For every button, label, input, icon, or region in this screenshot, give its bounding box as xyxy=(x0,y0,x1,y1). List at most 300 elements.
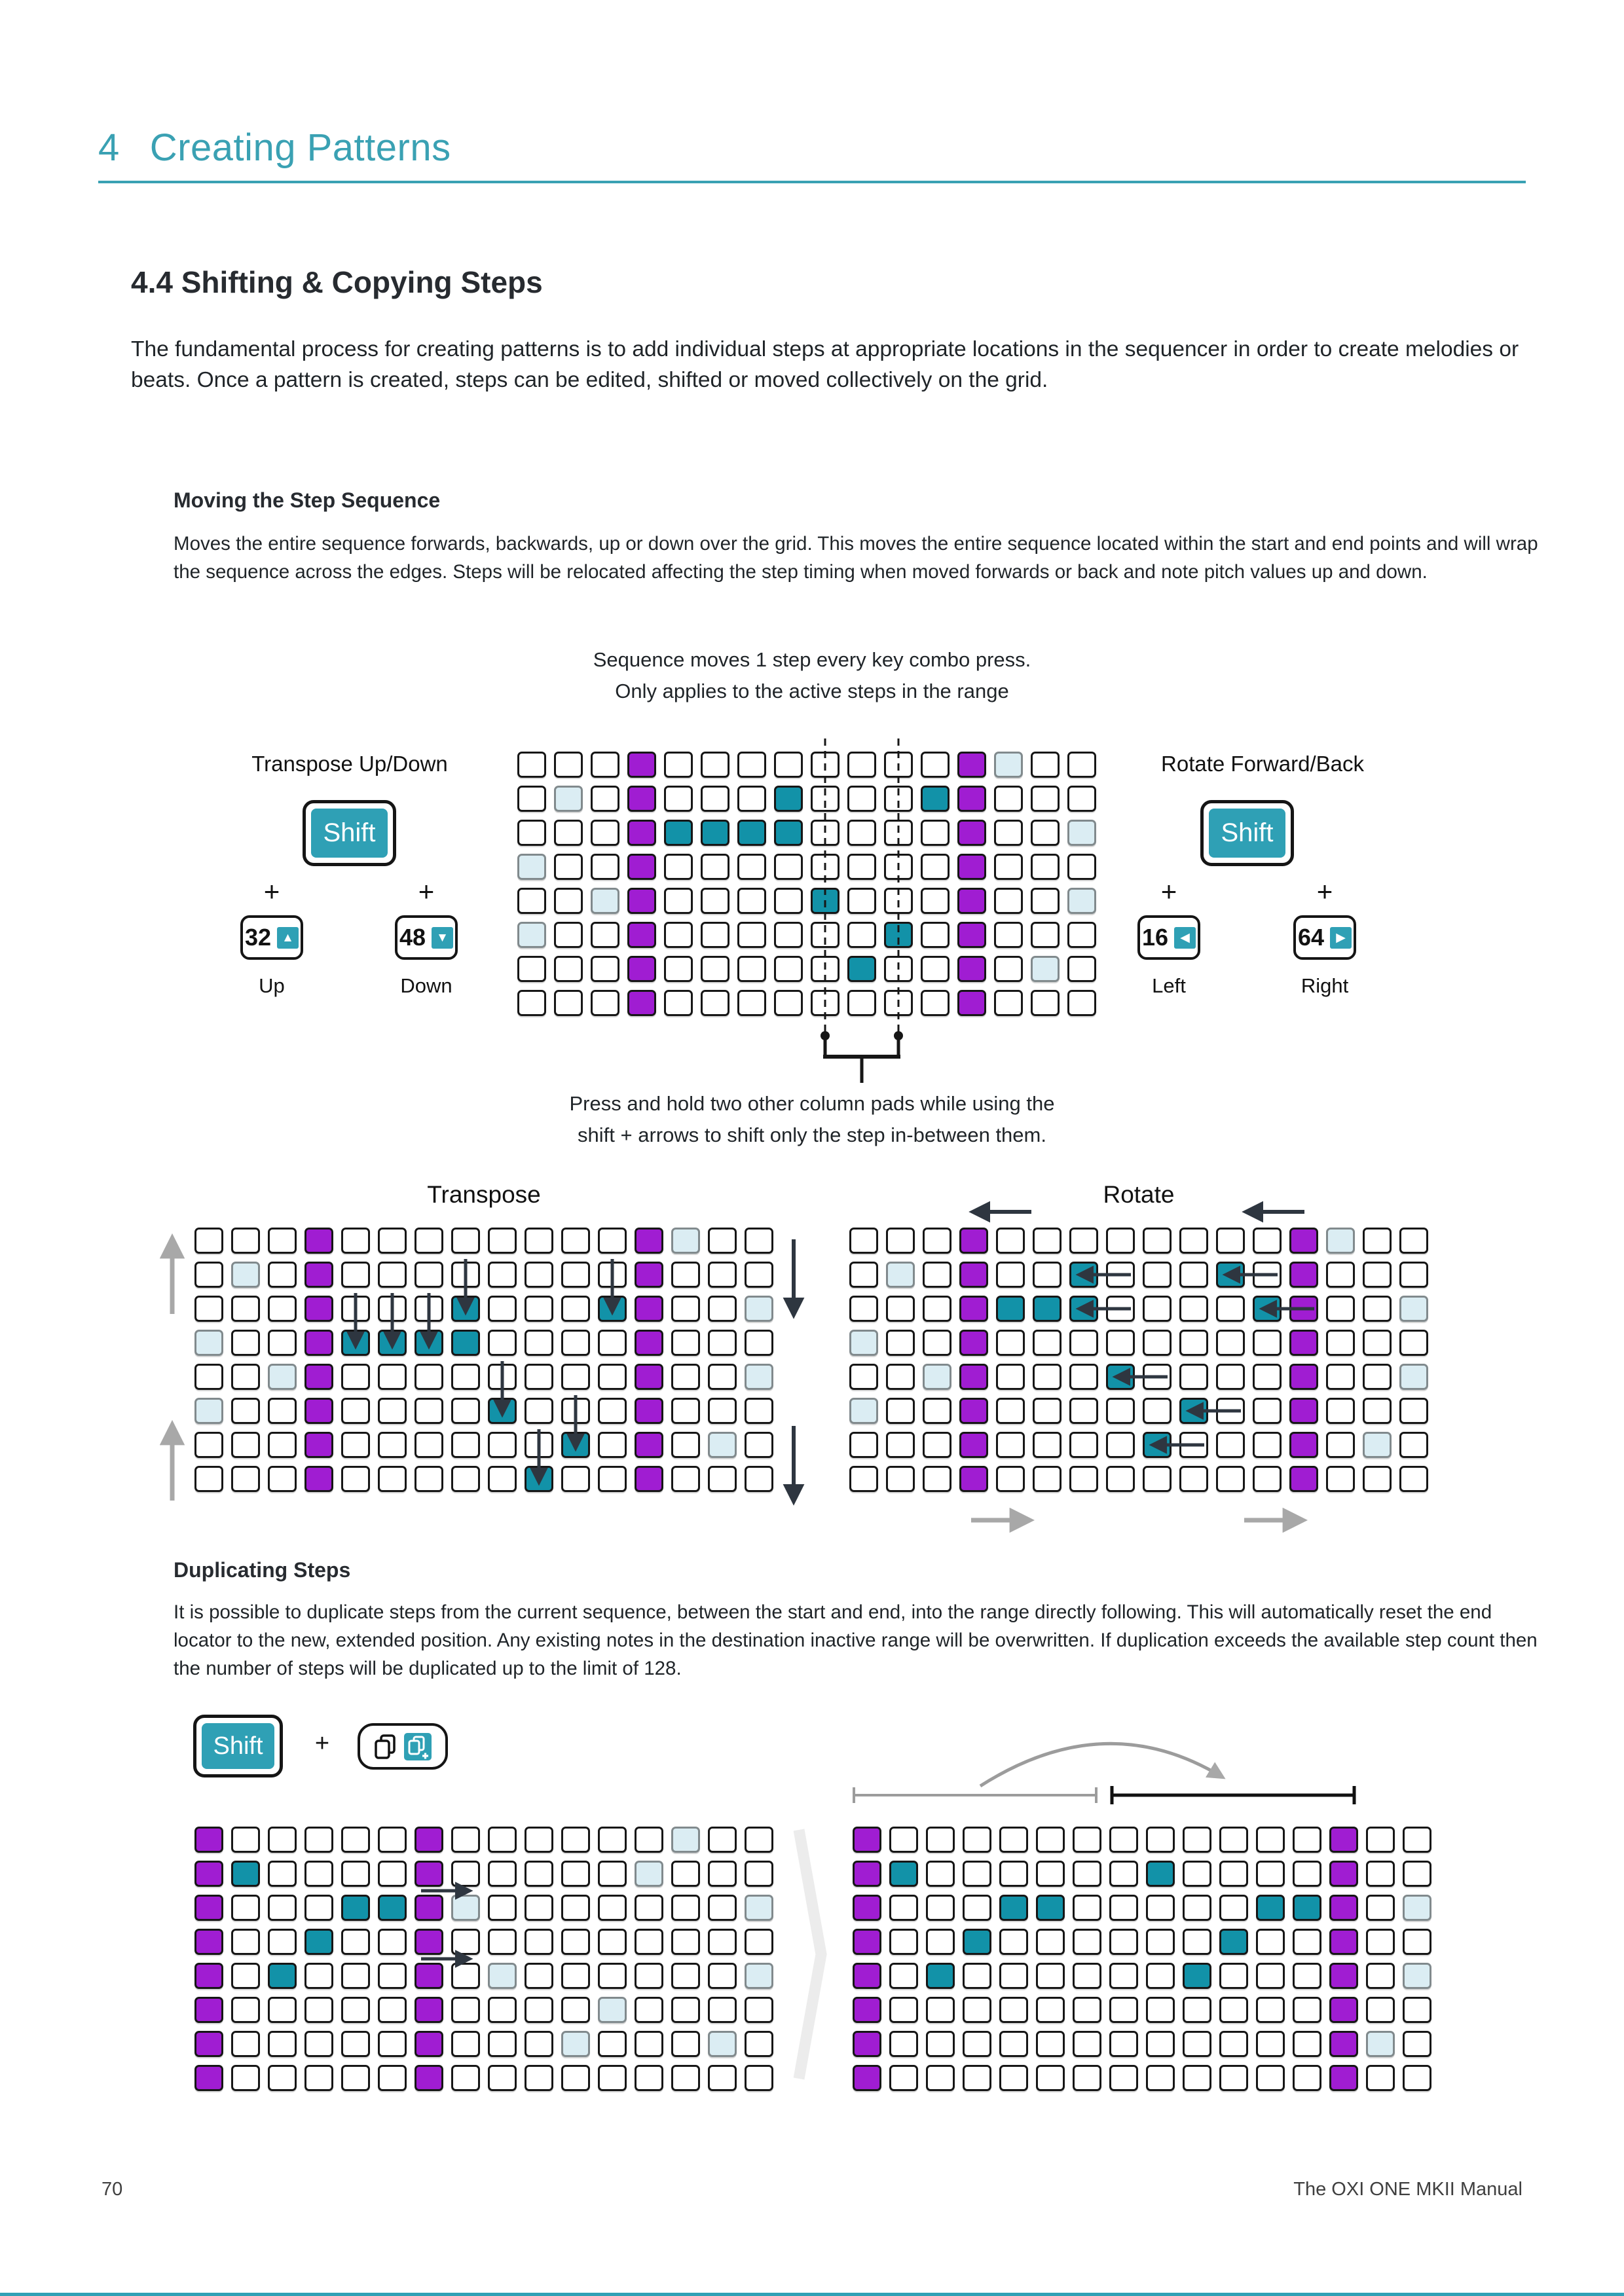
pad-cell xyxy=(1253,1262,1282,1288)
bracket-dot xyxy=(821,1031,830,1040)
pad-cell xyxy=(341,1895,370,1921)
result-chevron xyxy=(799,1830,821,2079)
pad-cell xyxy=(635,1330,663,1356)
pad-cell xyxy=(627,854,656,880)
pad-cell xyxy=(886,1364,915,1390)
pad-cell xyxy=(635,1963,663,1989)
pad-cell xyxy=(1216,1296,1245,1322)
pad-cell xyxy=(627,888,656,914)
pad-cell xyxy=(853,1963,881,1989)
pad-cell xyxy=(561,1432,590,1458)
pad-cell xyxy=(849,1398,878,1424)
pad-cell xyxy=(415,1398,443,1424)
pad-cell xyxy=(304,1398,333,1424)
pad-cell xyxy=(921,922,950,948)
pad-cell xyxy=(853,1997,881,2023)
pad-cell xyxy=(1067,888,1096,914)
pad-cell xyxy=(554,922,583,948)
pad-cell xyxy=(598,1330,627,1356)
pad-cell xyxy=(1179,1432,1208,1458)
pad-cell xyxy=(561,1364,590,1390)
pad-cell xyxy=(1219,1895,1248,1921)
pad-cell xyxy=(1253,1466,1282,1492)
pad-cell xyxy=(598,1895,627,1921)
pad-cell xyxy=(1036,1895,1065,1921)
pad-cell xyxy=(517,956,546,982)
pad-cell xyxy=(996,1296,1025,1322)
transpose-figure-title: Transpose xyxy=(427,1181,541,1208)
pad-cell xyxy=(999,2065,1028,2091)
pad-grid-rotate xyxy=(849,1228,1428,1492)
pad-cell xyxy=(737,990,766,1016)
pad-cell xyxy=(561,1228,590,1254)
pad-cell xyxy=(1109,2065,1138,2091)
pad-cell xyxy=(1363,1466,1392,1492)
pad-cell xyxy=(664,854,693,880)
moving-heading: Moving the Step Sequence xyxy=(174,488,441,512)
pad-cell xyxy=(378,1228,407,1254)
pad-cell xyxy=(598,1228,627,1254)
pad-cell xyxy=(999,1861,1028,1887)
pad-cell xyxy=(1366,2031,1395,2057)
pad-cell xyxy=(635,1929,663,1955)
pad-cell xyxy=(886,1466,915,1492)
pad-cell xyxy=(598,1432,627,1458)
pad-cell xyxy=(1183,1827,1211,1853)
pad-cell xyxy=(525,1398,553,1424)
pad-cell xyxy=(378,1432,407,1458)
pad-cell xyxy=(194,1861,223,1887)
pad-cell xyxy=(488,1330,517,1356)
pad-cell xyxy=(889,1963,918,1989)
pad-cell xyxy=(708,1827,737,1853)
pad-cell xyxy=(268,1895,297,1921)
pad-cell xyxy=(1399,1296,1428,1322)
pad-cell xyxy=(194,1398,223,1424)
pad-cell xyxy=(591,888,619,914)
pad-cell xyxy=(598,1827,627,1853)
pad-cell xyxy=(304,1997,333,2023)
pad-cell xyxy=(635,1997,663,2023)
pad-cell xyxy=(926,1963,955,1989)
pad-cell xyxy=(923,1432,951,1458)
pad-cell xyxy=(1366,1963,1395,1989)
pad-cell xyxy=(1403,1861,1431,1887)
pad-cell xyxy=(957,786,986,812)
pad-cell xyxy=(886,1262,915,1288)
pad-cell xyxy=(415,1929,443,1955)
pad-cell xyxy=(194,1997,223,2023)
pad-cell xyxy=(635,1364,663,1390)
pad-cell xyxy=(1069,1262,1098,1288)
pad-cell xyxy=(853,1929,881,1955)
pad-cell xyxy=(1329,1827,1358,1853)
pad-cell xyxy=(415,1330,443,1356)
pad-cell xyxy=(1403,2065,1431,2091)
pad-cell xyxy=(1366,1827,1395,1853)
pad-cell xyxy=(268,1262,297,1288)
key-48-down-button xyxy=(395,915,458,960)
pad-cell xyxy=(1069,1330,1098,1356)
pad-cell xyxy=(598,1398,627,1424)
pad-cell xyxy=(304,1963,333,1989)
pad-cell xyxy=(635,1262,663,1288)
pad-cell xyxy=(1106,1398,1135,1424)
pad-cell xyxy=(525,1929,553,1955)
pad-cell xyxy=(1366,1861,1395,1887)
pad-cell xyxy=(926,2031,955,2057)
pad-cell xyxy=(451,2065,480,2091)
pad-cell xyxy=(304,1228,333,1254)
pad-cell xyxy=(415,1997,443,2023)
pad-cell xyxy=(231,1330,260,1356)
pad-cell xyxy=(959,1398,988,1424)
pad-cell xyxy=(708,1432,737,1458)
pad-cell xyxy=(923,1364,951,1390)
pad-cell xyxy=(194,2065,223,2091)
bracket-dot xyxy=(894,1031,903,1040)
pad-cell xyxy=(959,1262,988,1288)
pad-cell xyxy=(1326,1432,1355,1458)
pad-cell xyxy=(304,1827,333,1853)
pad-cell xyxy=(745,1827,773,1853)
pad-cell xyxy=(341,1929,370,1955)
duplicate-key-button xyxy=(358,1723,448,1770)
pad-cell xyxy=(671,1228,700,1254)
pad-cell xyxy=(525,1364,553,1390)
pad-cell xyxy=(268,1330,297,1356)
pad-grid-duplicate-result xyxy=(853,1827,1431,2091)
rotate-figure-title: Rotate xyxy=(1103,1181,1175,1208)
pad-cell xyxy=(1069,1228,1098,1254)
pad-cell xyxy=(708,1895,737,1921)
key-number: 16 xyxy=(1141,924,1169,951)
pad-cell xyxy=(957,820,986,846)
caption-line: Sequence moves 1 step every key combo press. xyxy=(593,648,1031,671)
pad-cell xyxy=(1073,1963,1101,1989)
pad-cell xyxy=(268,1466,297,1492)
pad-cell xyxy=(996,1364,1025,1390)
pad-cell xyxy=(341,2065,370,2091)
pad-cell xyxy=(1146,2065,1175,2091)
pad-cell xyxy=(1143,1466,1172,1492)
pad-cell xyxy=(415,1466,443,1492)
pad-cell xyxy=(957,956,986,982)
manual-title: The OXI ONE MKII Manual xyxy=(1293,2179,1522,2200)
pad-cell xyxy=(1256,1997,1285,2023)
pad-cell xyxy=(886,1296,915,1322)
pad-cell xyxy=(1109,1861,1138,1887)
pad-cell xyxy=(1219,1827,1248,1853)
pad-cell xyxy=(1219,2065,1248,2091)
pad-cell xyxy=(921,888,950,914)
pad-cell xyxy=(1031,854,1060,880)
pad-cell xyxy=(341,1398,370,1424)
shift-key-label: Shift xyxy=(311,809,388,858)
pad-cell xyxy=(1253,1330,1282,1356)
pad-cell xyxy=(231,1963,260,1989)
pad-cell xyxy=(1293,1861,1321,1887)
pad-cell xyxy=(847,786,876,812)
pad-cell xyxy=(1289,1466,1318,1492)
pad-cell xyxy=(378,1861,407,1887)
pad-cell xyxy=(1036,2031,1065,2057)
pad-cell xyxy=(963,1827,991,1853)
pad-cell xyxy=(525,1296,553,1322)
pad-cell xyxy=(1069,1398,1098,1424)
pad-cell xyxy=(745,1929,773,1955)
pad-cell xyxy=(378,2065,407,2091)
pad-cell xyxy=(708,2065,737,2091)
pad-cell xyxy=(341,1997,370,2023)
pad-cell xyxy=(488,1895,517,1921)
up-triangle-icon: ▲ xyxy=(277,927,299,949)
pad-cell xyxy=(959,1296,988,1322)
bottom-accent-bar xyxy=(0,2293,1624,2296)
pad-cell xyxy=(304,2065,333,2091)
pad-cell xyxy=(957,888,986,914)
pad-cell xyxy=(708,1861,737,1887)
pad-cell xyxy=(304,1330,333,1356)
pad-cell xyxy=(268,1827,297,1853)
pad-cell xyxy=(708,1398,737,1424)
pad-cell xyxy=(886,1228,915,1254)
pad-grid-transpose xyxy=(194,1228,773,1492)
pad-cell xyxy=(1073,2065,1101,2091)
pad-cell xyxy=(811,786,840,812)
pad-cell xyxy=(745,1895,773,1921)
pad-cell xyxy=(1256,1827,1285,1853)
pad-cell xyxy=(1146,1861,1175,1887)
pad-cell xyxy=(554,820,583,846)
pad-cell xyxy=(591,990,619,1016)
pad-cell xyxy=(554,956,583,982)
duplicate-arc-arrow xyxy=(980,1743,1222,1786)
pad-cell xyxy=(561,1330,590,1356)
pad-cell xyxy=(1253,1228,1282,1254)
pad-cell xyxy=(268,1398,297,1424)
pad-cell xyxy=(378,1466,407,1492)
pad-cell xyxy=(194,1364,223,1390)
plus-sign: + xyxy=(1316,876,1333,907)
pad-cell xyxy=(554,888,583,914)
pad-cell xyxy=(598,1997,627,2023)
pad-cell xyxy=(889,1827,918,1853)
pad-cell xyxy=(554,990,583,1016)
pad-cell xyxy=(1219,1997,1248,2023)
pad-cell xyxy=(488,2065,517,2091)
pad-cell xyxy=(1253,1432,1282,1458)
pad-cell xyxy=(341,1364,370,1390)
pad-cell xyxy=(745,1398,773,1424)
pad-cell xyxy=(1219,1929,1248,1955)
pad-cell xyxy=(231,1466,260,1492)
pad-cell xyxy=(1216,1398,1245,1424)
pad-grid-duplicate-source xyxy=(194,1827,773,2091)
pad-cell xyxy=(708,1997,737,2023)
pad-cell xyxy=(451,1262,480,1288)
pad-cell xyxy=(1106,1262,1135,1288)
pad-cell xyxy=(994,854,1023,880)
pad-cell xyxy=(708,2031,737,2057)
pad-cell xyxy=(1256,1963,1285,1989)
pad-cell xyxy=(598,1861,627,1887)
pad-cell xyxy=(1183,1861,1211,1887)
pad-cell xyxy=(664,922,693,948)
intro-paragraph: The fundamental process for creating patterns is to add individual steps at appropriate locations in the sequencer in order to create melodies or beats. Once a pattern is created, steps can be edited, shifted or moved collectively on the grid. xyxy=(131,337,1519,393)
pad-cell xyxy=(999,1929,1028,1955)
pad-cell xyxy=(1326,1466,1355,1492)
pad-cell xyxy=(517,820,546,846)
pad-cell xyxy=(1183,2065,1211,2091)
pad-cell xyxy=(415,2065,443,2091)
pad-cell xyxy=(923,1466,951,1492)
pad-cell xyxy=(1366,1997,1395,2023)
pad-cell xyxy=(415,2031,443,2057)
pad-cell xyxy=(774,922,803,948)
pad-cell xyxy=(627,990,656,1016)
pad-cell xyxy=(1073,1861,1101,1887)
pad-cell xyxy=(1106,1296,1135,1322)
pad-cell xyxy=(737,888,766,914)
pad-cell xyxy=(1399,1330,1428,1356)
pad-cell xyxy=(664,956,693,982)
pad-cell xyxy=(701,990,729,1016)
pad-cell xyxy=(1293,1963,1321,1989)
pad-cell xyxy=(525,1895,553,1921)
key-32-up-button xyxy=(240,915,303,960)
pad-cell xyxy=(1036,1997,1065,2023)
pad-cell xyxy=(884,922,913,948)
pad-cell xyxy=(1403,1963,1431,1989)
pad-cell xyxy=(341,1466,370,1492)
pad-cell xyxy=(1143,1398,1172,1424)
pad-cell xyxy=(627,922,656,948)
pad-cell xyxy=(889,2031,918,2057)
pad-cell xyxy=(598,1296,627,1322)
pad-cell xyxy=(1399,1228,1428,1254)
pad-cell xyxy=(304,1929,333,1955)
pad-cell xyxy=(1031,956,1060,982)
pad-cell xyxy=(268,1364,297,1390)
pad-cell xyxy=(1256,2065,1285,2091)
pad-cell xyxy=(774,854,803,880)
pad-cell xyxy=(451,1228,480,1254)
pad-cell xyxy=(884,786,913,812)
pad-cell xyxy=(1216,1432,1245,1458)
pad-cell xyxy=(451,1929,480,1955)
pad-cell xyxy=(671,1827,700,1853)
pad-cell xyxy=(1069,1466,1098,1492)
pad-cell xyxy=(889,1997,918,2023)
pad-cell xyxy=(635,1895,663,1921)
pad-cell xyxy=(517,854,546,880)
pad-cell xyxy=(701,820,729,846)
pad-cell xyxy=(1073,1895,1101,1921)
pad-cell xyxy=(1363,1364,1392,1390)
pad-cell xyxy=(1183,1895,1211,1921)
pad-cell xyxy=(737,786,766,812)
pad-cell xyxy=(1179,1330,1208,1356)
pad-cell xyxy=(378,1364,407,1390)
pad-cell xyxy=(1289,1262,1318,1288)
pad-cell xyxy=(1143,1330,1172,1356)
pad-cell xyxy=(194,1228,223,1254)
pad-cell xyxy=(886,1432,915,1458)
pad-cell xyxy=(304,1861,333,1887)
pad-cell xyxy=(671,1963,700,1989)
pad-cell xyxy=(1183,1997,1211,2023)
pad-cell xyxy=(451,1296,480,1322)
right-label: Right xyxy=(1301,974,1349,997)
pad-cell xyxy=(415,1895,443,1921)
pad-cell xyxy=(1289,1432,1318,1458)
pad-cell xyxy=(884,820,913,846)
pad-cell xyxy=(378,1963,407,1989)
pad-cell xyxy=(341,1861,370,1887)
pad-cell xyxy=(774,752,803,778)
pad-cell xyxy=(1073,1827,1101,1853)
pad-cell xyxy=(701,786,729,812)
pad-cell xyxy=(1183,1963,1211,1989)
pad-cell xyxy=(921,752,950,778)
pad-cell xyxy=(1109,1929,1138,1955)
pad-cell xyxy=(635,1432,663,1458)
pad-cell xyxy=(886,1398,915,1424)
pad-cell xyxy=(701,888,729,914)
pad-cell xyxy=(488,1466,517,1492)
pad-cell xyxy=(517,786,546,812)
pad-cell xyxy=(194,1330,223,1356)
pad-cell xyxy=(921,786,950,812)
pad-cell xyxy=(304,1895,333,1921)
pad-cell xyxy=(341,1296,370,1322)
pad-cell xyxy=(671,1364,700,1390)
pad-cell xyxy=(1146,1895,1175,1921)
pad-cell xyxy=(378,1827,407,1853)
pad-cell xyxy=(1363,1398,1392,1424)
pad-cell xyxy=(671,1895,700,1921)
pad-cell xyxy=(525,1997,553,2023)
pad-cell xyxy=(1031,888,1060,914)
pad-cell xyxy=(923,1398,951,1424)
pad-cell xyxy=(341,1330,370,1356)
pad-cell xyxy=(1033,1330,1061,1356)
pad-cell xyxy=(708,1466,737,1492)
pad-cell xyxy=(708,1262,737,1288)
pad-cell xyxy=(853,2031,881,2057)
plus-sign: + xyxy=(1160,876,1177,907)
pad-cell xyxy=(926,1861,955,1887)
pad-cell xyxy=(1289,1228,1318,1254)
pad-cell xyxy=(635,2031,663,2057)
pad-cell xyxy=(554,854,583,880)
pad-cell xyxy=(488,1364,517,1390)
pad-cell xyxy=(1219,2031,1248,2057)
pad-cell xyxy=(1036,2065,1065,2091)
pad-cell xyxy=(268,1296,297,1322)
pad-cell xyxy=(959,1364,988,1390)
pad-cell xyxy=(1033,1364,1061,1390)
pad-cell xyxy=(1033,1228,1061,1254)
pad-cell xyxy=(304,2031,333,2057)
pad-cell xyxy=(996,1398,1025,1424)
pad-cell xyxy=(853,1895,881,1921)
pad-cell xyxy=(451,2031,480,2057)
key-16-left-button xyxy=(1137,915,1200,960)
pad-cell xyxy=(889,1861,918,1887)
pad-cell xyxy=(1399,1432,1428,1458)
